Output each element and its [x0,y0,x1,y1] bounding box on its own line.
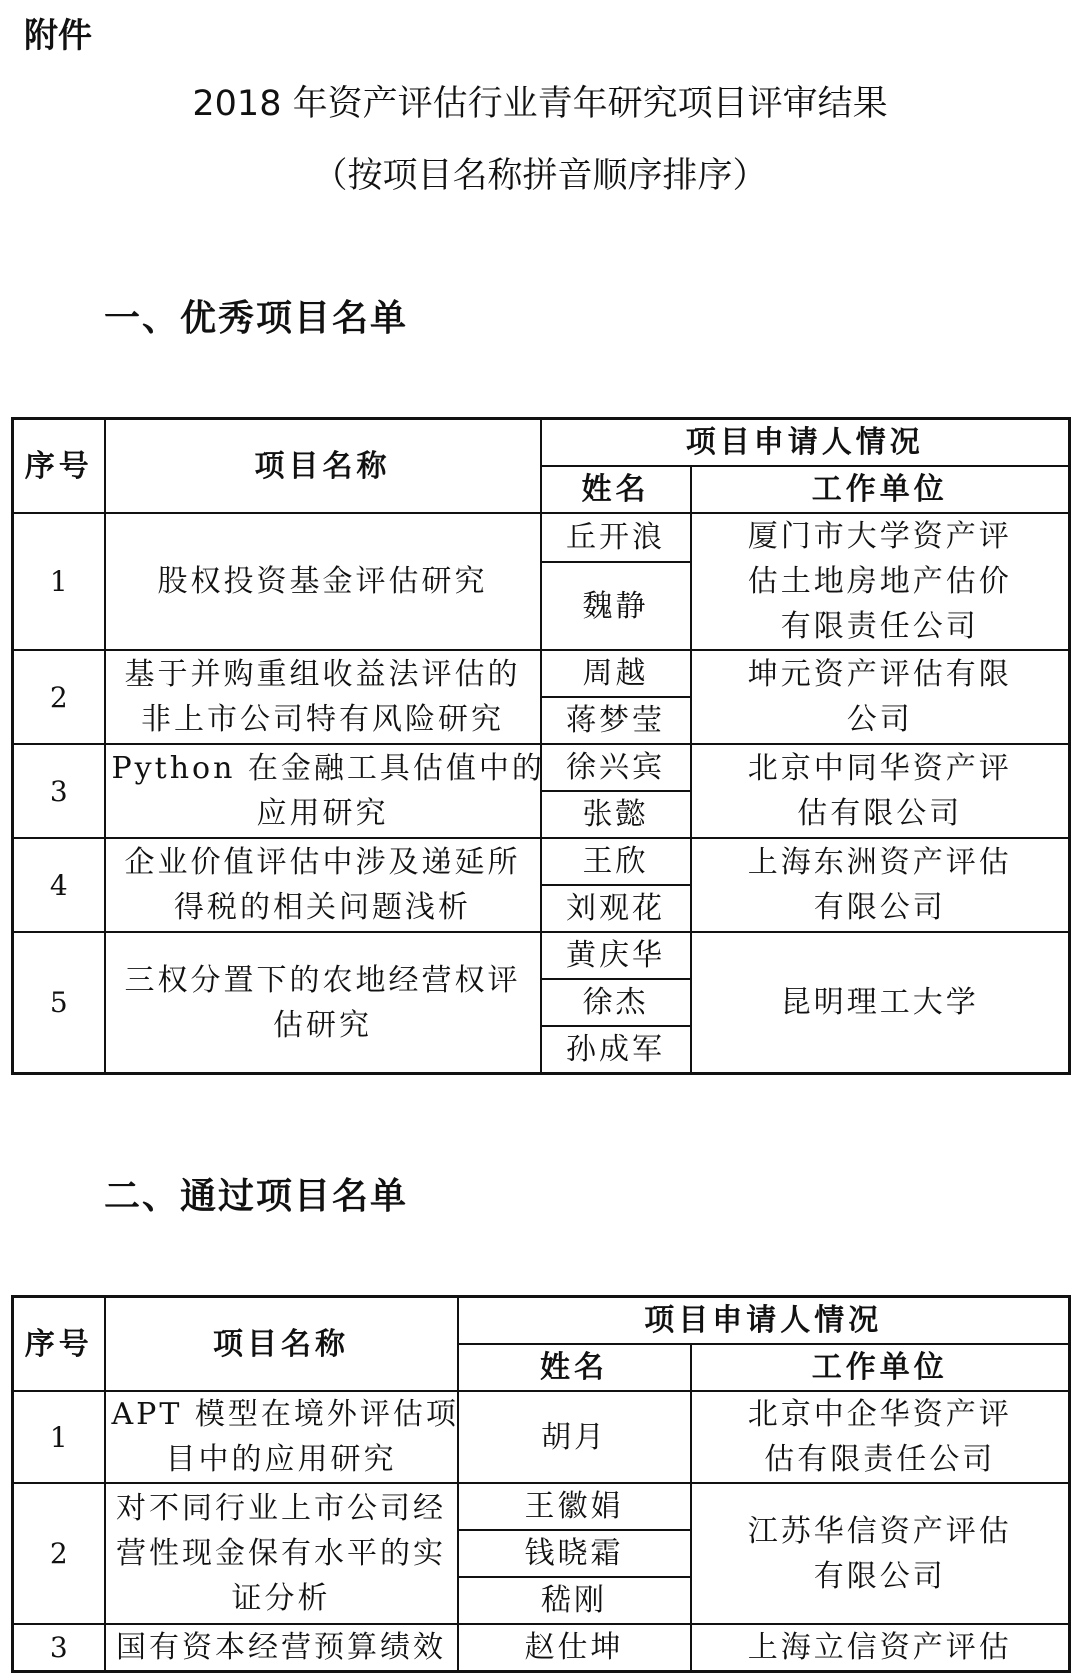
work-unit-cell [691,1624,1070,1672]
table-row [13,1483,1070,1530]
project-name-line: 目中的应用研究 [165,1442,397,1477]
excellent-projects-table [11,417,1071,1075]
applicant-name: 赵仕坤 [458,1624,691,1672]
project-name-line: 非上市公司特有风险研究 [141,702,504,737]
project-name-line: APT 模型在境外评估项 [111,1397,459,1432]
project-name-cell [105,744,545,838]
applicant-name: 钱晓霜 [458,1530,691,1577]
row-index: 1 [13,1391,105,1483]
applicant-name: 黄庆华 [541,932,691,979]
header-work-unit: 工作单位 [691,1344,1070,1391]
project-name-line: 企业价值评估中涉及递延所 [124,845,521,880]
applicant-name: 魏静 [541,562,691,650]
project-name-line: 估研究 [273,1007,372,1043]
work-unit-line: 江苏华信资产评估 [747,1513,1012,1549]
applicant-name: 刘观花 [541,885,691,932]
project-name-cell [105,1483,458,1624]
applicant-name: 丘开浪 [541,513,691,562]
table-row [13,513,1070,562]
work-unit-cell [691,1483,1070,1624]
attachment-label: 附件 [24,16,92,56]
work-unit-line: 上海立信资产评估 [747,1630,1012,1665]
table-row [13,744,1070,791]
row-index: 5 [13,932,105,1074]
work-unit-line: 估土地房地产估价 [747,564,1012,599]
work-unit-cell [691,838,1070,932]
project-name-line: 得税的相关问题浅析 [174,890,471,925]
applicant-name: 嵇刚 [458,1577,691,1624]
work-unit-cell [691,513,1070,650]
row-index: 2 [13,1483,105,1624]
work-unit-cell [691,1391,1070,1483]
header-work-unit: 工作单位 [691,466,1070,513]
applicant-name: 周越 [541,650,691,697]
row-index: 3 [13,744,105,838]
project-name-line: 股权投资基金评估研究 [157,564,488,599]
header-index: 序号 [13,1297,105,1392]
work-unit-cell [691,744,1070,838]
project-name-cell [105,1624,458,1672]
table-row [13,650,1070,697]
project-name-cell [105,650,541,744]
header-row [13,1297,1070,1345]
header-project-name: 项目名称 [105,419,541,514]
applicant-name: 王徽娟 [458,1483,691,1530]
table-row [13,838,1070,885]
header-person-name: 姓名 [541,466,691,513]
applicant-name: 蒋梦莹 [541,697,691,744]
header-applicant-info: 项目申请人情况 [541,419,1070,467]
work-unit-line: 估有限责任公司 [764,1442,996,1477]
header-project-name: 项目名称 [105,1297,458,1392]
applicant-name: 胡月 [458,1391,691,1483]
header-applicant-info: 项目申请人情况 [458,1297,1070,1345]
work-unit-line: 上海东洲资产评估 [747,845,1012,880]
project-name-cell [105,1391,458,1483]
row-index: 4 [13,838,105,932]
work-unit-line: 厦门市大学资产评 [747,519,1012,554]
project-name-line: 基于并购重组收益法评估的 [124,657,521,692]
project-name-line: 三权分置下的农地经营权评 [124,962,521,998]
project-name-line: 国有资本经营预算绩效 [116,1630,446,1665]
section-heading-excellent: 一、优秀项目名单 [104,298,409,339]
applicant-name: 孙成军 [541,1026,691,1074]
work-unit-line: 北京中企华资产评 [747,1397,1012,1432]
work-unit-line: 昆明理工大学 [780,985,979,1020]
project-name-cell [105,932,541,1074]
work-unit-line: 有限公司 [813,1558,946,1594]
passed-projects-table [11,1295,1071,1673]
document-subtitle: （按项目名称拼音顺序排序） [312,156,768,196]
table-row [13,1391,1070,1483]
header-person-name: 姓名 [458,1344,691,1391]
work-unit-line: 公司 [846,702,913,737]
work-unit-cell [691,650,1070,744]
applicant-name: 徐杰 [541,979,691,1026]
applicant-name: 徐兴宾 [541,744,691,791]
project-name-line: 营性现金保有水平的实 [116,1536,446,1571]
work-unit-line: 有限公司 [813,890,946,925]
project-name-cell [105,513,541,650]
work-unit-cell [691,932,1070,1074]
header-row [13,419,1070,467]
row-index: 3 [13,1624,105,1672]
applicant-name: 张懿 [541,791,691,838]
project-name-line: 应用研究 [256,796,389,831]
header-index: 序号 [13,419,105,514]
work-unit-line: 北京中同华资产评 [747,751,1012,786]
project-name-line: 对不同行业上市公司经 [116,1491,446,1526]
applicant-name: 王欣 [541,838,691,885]
table-row [13,1624,1070,1672]
work-unit-line: 坤元资产评估有限 [747,657,1012,692]
project-name-line: 证分析 [231,1581,331,1616]
section-heading-passed: 二、通过项目名单 [104,1176,409,1217]
table-row [13,932,1070,979]
project-name-cell [105,838,541,932]
document-title: 2018 年资产评估行业青年研究项目评审结果 [192,84,888,124]
row-index: 2 [13,650,105,744]
work-unit-line: 有限责任公司 [780,609,979,644]
work-unit-line: 估有限公司 [797,796,963,831]
project-name-line: Python 在金融工具估值中的 [111,751,545,786]
row-index: 1 [13,513,105,650]
